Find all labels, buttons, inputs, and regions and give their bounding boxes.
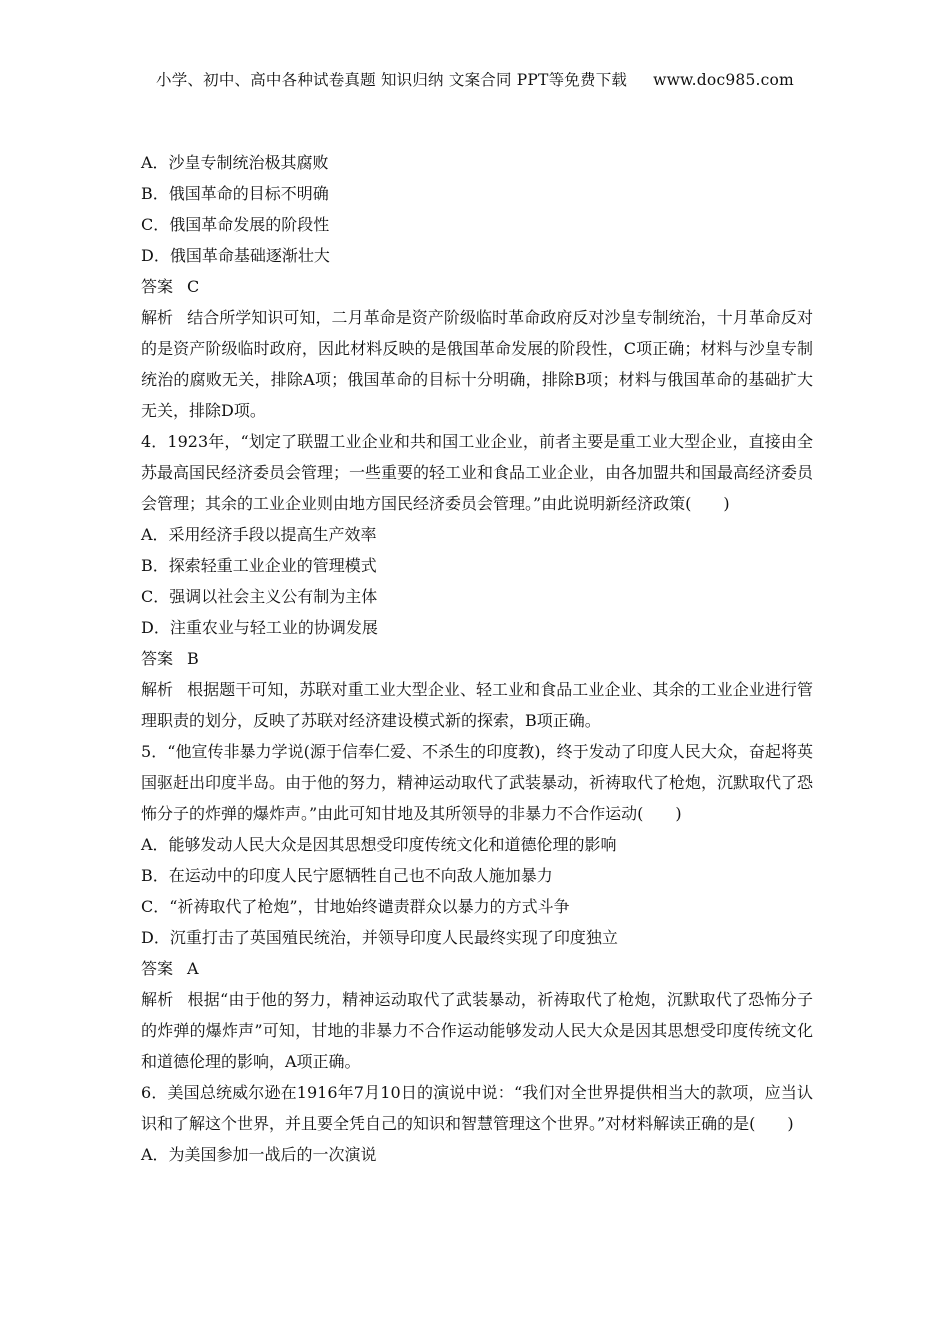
answer-value: A — [187, 959, 199, 978]
q3-option-d: D．俄国革命基础逐渐壮大 — [141, 246, 330, 265]
q3-answer — [141, 271, 813, 302]
document-content — [141, 147, 813, 1170]
answer-label: 答案 — [141, 649, 174, 668]
header-text: 小学、初中、高中各种试卷真题 知识归纳 文案合同 PPT等免费下载 — [156, 71, 628, 89]
q5-option-b: B．在运动中的印度人民宁愿牺牲自己也不向敌人施加暴力 — [141, 866, 553, 885]
header-site-link[interactable]: www.doc985.com — [653, 71, 794, 89]
q3-analysis — [141, 302, 813, 426]
q4-option-a: A．采用经济手段以提高生产效率 — [141, 525, 377, 544]
q3-option-b: B．俄国革命的目标不明确 — [141, 184, 329, 203]
q6-option-a: A．为美国参加一战后的一次演说 — [141, 1145, 377, 1164]
analysis-text: 结合所学知识可知，二月革命是资产阶级临时革命政府反对沙皇专制统治，十月革命反对的是资产阶级临时政府，因此材料反映的是俄国革命发展的阶段性，C项正确；材料与沙皇专制统治的腐败无关，排除A项；俄国革命的目标十分明确，排除B项；材料与俄国革命的基础扩大无关，排除D项。 — [141, 308, 813, 420]
q4-analysis — [141, 674, 813, 736]
analysis-text: 根据“由于他的努力，精神运动取代了武装暴动，祈祷取代了枪炮，沉默取代了恐怖分子的炸弹的爆炸声”可知，甘地的非暴力不合作运动能够发动人民大众是因其思想受印度传统文化和道德伦理的影响，A项正确。 — [141, 990, 813, 1071]
q3-option-c: C．俄国革命发展的阶段性 — [141, 215, 330, 234]
q5-option-d: D．沉重打击了英国殖民统治，并领导印度人民最终实现了印度独立 — [141, 928, 618, 947]
answer-value: B — [187, 649, 199, 668]
answer-label: 答案 — [141, 959, 174, 978]
q5-option-c: C．“祈祷取代了枪炮”，甘地始终谴责群众以暴力的方式斗争 — [141, 897, 570, 916]
q5-option-a: A．能够发动人民大众是因其思想受印度传统文化和道德伦理的影响 — [141, 835, 617, 854]
q5-answer — [141, 953, 813, 984]
q4-answer — [141, 643, 813, 674]
q3-option-a: A．沙皇专制统治极其腐败 — [141, 153, 329, 172]
q4-option-c: C．强调以社会主义公有制为主体 — [141, 587, 378, 606]
analysis-label: 解析 — [141, 308, 174, 327]
page-header — [0, 68, 950, 90]
q5-stem: 5．“他宣传非暴力学说(源于信奉仁爱、不杀生的印度教)，终于发动了印度人民大众，奋起将英国驱赶出印度半岛。由于他的努力，精神运动取代了武装暴动，祈祷取代了枪炮，沉默取代了恐怖分子的炸弹的爆炸声。”由此可知甘地及其所领导的非暴力不合作运动( ) — [141, 742, 814, 823]
answer-value: C — [187, 277, 200, 296]
analysis-label: 解析 — [141, 990, 174, 1009]
q4-option-b: B．探索轻重工业企业的管理模式 — [141, 556, 377, 575]
q4-option-d: D．注重农业与轻工业的协调发展 — [141, 618, 378, 637]
analysis-label: 解析 — [141, 680, 174, 699]
q4-stem: 4．1923年，“划定了联盟工业企业和共和国工业企业，前者主要是重工业大型企业，直接由全苏最高国民经济委员会管理；一些重要的轻工业和食品工业企业，由各加盟共和国最高经济委员会管理；其余的工业企业则由地方国民经济委员会管理。”由此说明新经济政策( ) — [141, 432, 814, 513]
q6-stem: 6．美国总统威尔逊在1916年7月10日的演说中说：“我们对全世界提供相当大的款项，应当认识和了解这个世界，并且要全凭自己的知识和智慧管理这个世界。”对材料解读正确的是( ) — [141, 1083, 813, 1133]
analysis-text: 根据题干可知，苏联对重工业大型企业、轻工业和食品工业企业、其余的工业企业进行管理职责的划分，反映了苏联对经济建设模式新的探索，B项正确。 — [141, 680, 813, 730]
q5-analysis — [141, 984, 813, 1077]
answer-label: 答案 — [141, 277, 174, 296]
